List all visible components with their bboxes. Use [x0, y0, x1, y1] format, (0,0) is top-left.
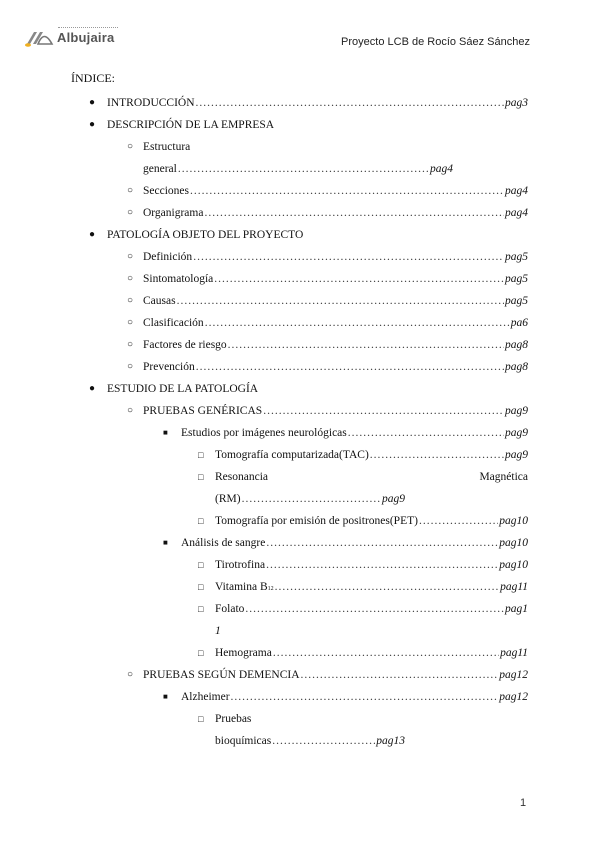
bullet-icon: □ — [198, 472, 204, 482]
toc-entry[interactable] — [0, 598, 600, 620]
albujaira-logo-icon — [24, 27, 54, 47]
dot-leader — [242, 488, 381, 510]
toc-entry-label: INTRODUCCIÓN — [107, 97, 195, 109]
toc-page-ref: pag4 — [430, 163, 453, 175]
toc-page-ref: pa6 — [510, 317, 528, 329]
dot-leader — [263, 400, 504, 422]
toc-entry-label: Análisis de sangre — [181, 537, 266, 549]
dot-leader — [196, 92, 504, 114]
bullet-icon: ● — [89, 383, 96, 394]
toc-page-ref: pag3 — [505, 97, 528, 109]
bullet-icon: ● — [89, 97, 96, 108]
toc-entry[interactable] — [0, 730, 600, 752]
bullet-icon: □ — [198, 648, 204, 658]
dot-leader — [348, 422, 504, 444]
toc-entry[interactable] — [0, 136, 600, 158]
bullet-icon: ○ — [127, 273, 134, 284]
toc-page-ref: pag5 — [505, 251, 528, 263]
toc-entry-label: Definición — [143, 251, 193, 263]
dot-leader — [178, 158, 429, 180]
bullet-icon: ○ — [127, 295, 134, 306]
toc-entry[interactable] — [0, 686, 600, 708]
toc-entry-label: Vitamina B — [215, 581, 268, 593]
toc-entry-label: Estructura — [143, 141, 191, 153]
toc-page-ref: pag10 — [499, 537, 528, 549]
company-logo — [24, 25, 124, 50]
toc-entry-label: Tomografía computarizada(TAC) — [215, 449, 369, 461]
toc-entry-label: PRUEBAS SEGÚN DEMENCIA — [143, 669, 300, 681]
toc-entry[interactable] — [0, 466, 600, 488]
toc-entry[interactable] — [0, 510, 600, 532]
dot-leader — [301, 664, 499, 686]
dot-leader — [273, 642, 499, 664]
toc-entry[interactable] — [0, 356, 600, 378]
toc-entry[interactable] — [0, 312, 600, 334]
toc-entry-label: general — [143, 163, 177, 175]
toc-page-ref: pag10 — [499, 515, 528, 527]
toc-page-ref: pag8 — [505, 361, 528, 373]
toc-entry[interactable] — [0, 532, 600, 554]
dot-leader — [205, 312, 510, 334]
toc-entry-label: Factores de riesgo — [143, 339, 227, 351]
dot-leader — [419, 510, 498, 532]
dot-leader — [214, 268, 504, 290]
dot-leader — [190, 180, 504, 202]
toc-entry[interactable] — [0, 576, 600, 598]
toc-entry-label: Alzheimer — [181, 691, 230, 703]
toc-entry[interactable] — [0, 334, 600, 356]
bullet-icon: ○ — [127, 361, 134, 372]
toc-entry[interactable] — [0, 378, 600, 400]
toc-page-ref: pag11 — [500, 647, 528, 659]
dot-leader — [204, 202, 504, 224]
dot-leader — [177, 290, 504, 312]
toc-entry[interactable] — [0, 114, 600, 136]
toc-page-ref: pag9 — [505, 427, 528, 439]
toc-page-ref: pag9 — [505, 405, 528, 417]
toc-entry[interactable] — [0, 92, 600, 114]
page-number: 1 — [520, 797, 527, 809]
bullet-icon: ■ — [163, 428, 168, 437]
toc-entry-label: Folato — [215, 603, 245, 615]
toc-entry[interactable] — [0, 268, 600, 290]
logo-text: Albujaira — [57, 30, 115, 45]
bullet-icon: ○ — [127, 251, 134, 262]
toc-entry-label: Organigrama — [143, 207, 204, 219]
toc-page-ref: pag5 — [505, 295, 528, 307]
toc-page-ref: pag4 — [505, 185, 528, 197]
bullet-icon: ○ — [127, 185, 134, 196]
toc-page-ref: pag9 — [382, 493, 405, 505]
toc-entry[interactable] — [0, 488, 600, 510]
toc-entry[interactable] — [0, 202, 600, 224]
bullet-icon: ○ — [127, 317, 134, 328]
dot-leader — [370, 444, 504, 466]
document-header-title: Proyecto LCB de Rocío Sáez Sánchez — [341, 36, 530, 48]
toc-entry[interactable] — [0, 246, 600, 268]
bullet-icon: ○ — [127, 405, 134, 416]
toc-entry-label: Tomografía por emisión de positrones(PET) — [215, 515, 418, 527]
toc-entry-label: Prevención — [143, 361, 195, 373]
toc-entry[interactable] — [0, 642, 600, 664]
toc-entry[interactable] — [0, 554, 600, 576]
bullet-icon: ○ — [127, 141, 134, 152]
toc-page-ref: pag1 — [505, 603, 528, 615]
toc-entry-label: Hemograma — [215, 647, 272, 659]
bullet-icon: □ — [198, 714, 204, 724]
bullet-icon: ● — [89, 119, 96, 130]
toc-page-ref: pag10 — [499, 559, 528, 571]
toc-entry-label: PRUEBAS GENÉRICAS — [143, 405, 263, 417]
dot-leader — [228, 334, 504, 356]
toc-entry[interactable] — [0, 180, 600, 202]
toc-page-ref: pag5 — [505, 273, 528, 285]
toc-page-ref: pag4 — [505, 207, 528, 219]
dot-leader — [245, 598, 504, 620]
toc-entry-label: Tirotrofina — [215, 559, 266, 571]
table-of-contents — [0, 92, 600, 752]
toc-page-ref: pag8 — [505, 339, 528, 351]
bullet-icon: □ — [198, 450, 204, 460]
bullet-icon: ○ — [127, 339, 134, 350]
toc-page-ref: pag11 — [500, 581, 528, 593]
toc-entry-label: Clasificación — [143, 317, 204, 329]
toc-title: ÍNDICE: — [71, 71, 115, 85]
toc-entry-label: (RM) — [215, 493, 241, 505]
toc-entry-label: 1 — [215, 625, 221, 637]
dot-leader — [266, 532, 498, 554]
toc-page-ref: pag12 — [499, 669, 528, 681]
bullet-icon: □ — [198, 560, 204, 570]
toc-entry-label: PATOLOGÍA OBJETO DEL PROYECTO — [107, 229, 304, 241]
toc-entry-label: ESTUDIO DE LA PATOLOGÍA — [107, 383, 259, 395]
toc-entry-label: Pruebas — [215, 713, 252, 725]
dot-leader — [193, 246, 504, 268]
dot-leader — [196, 356, 504, 378]
toc-entry-label: bioquímicas — [215, 735, 272, 747]
bullet-icon: ■ — [163, 692, 168, 701]
toc-entry[interactable] — [0, 664, 600, 686]
toc-entry[interactable] — [0, 422, 600, 444]
dot-leader — [231, 686, 499, 708]
toc-entry[interactable] — [0, 400, 600, 422]
bullet-icon: ○ — [127, 207, 134, 218]
toc-entry[interactable] — [0, 620, 600, 642]
toc-entry[interactable] — [0, 158, 600, 180]
toc-entry-label: Secciones — [143, 185, 189, 197]
toc-entry[interactable] — [0, 224, 600, 246]
toc-entry-label-continued: Magnética — [479, 471, 528, 483]
toc-entry-label: Resonancia — [215, 471, 269, 483]
toc-entry-label: Estudios por imágenes neurológicas — [181, 427, 347, 439]
bullet-icon: ○ — [127, 669, 134, 680]
toc-page-ref: pag9 — [505, 449, 528, 461]
bullet-icon: □ — [198, 582, 204, 592]
bullet-icon: □ — [198, 516, 204, 526]
toc-entry-label: Sintomatología — [143, 273, 214, 285]
toc-entry-label: DESCRIPCIÓN DE LA EMPRESA — [107, 119, 275, 131]
subscript: 12 — [267, 586, 274, 592]
toc-entry[interactable] — [0, 290, 600, 312]
dot-leader — [272, 730, 375, 752]
toc-entry[interactable] — [0, 444, 600, 466]
toc-page-ref: pag13 — [376, 735, 405, 747]
dot-leader — [266, 554, 498, 576]
bullet-icon: ● — [89, 229, 96, 240]
toc-entry[interactable] — [0, 708, 600, 730]
toc-page-ref: pag12 — [499, 691, 528, 703]
bullet-icon: □ — [198, 604, 204, 614]
dot-leader — [275, 576, 499, 598]
bullet-icon: ■ — [163, 538, 168, 547]
toc-entry-label: Causas — [143, 295, 176, 307]
